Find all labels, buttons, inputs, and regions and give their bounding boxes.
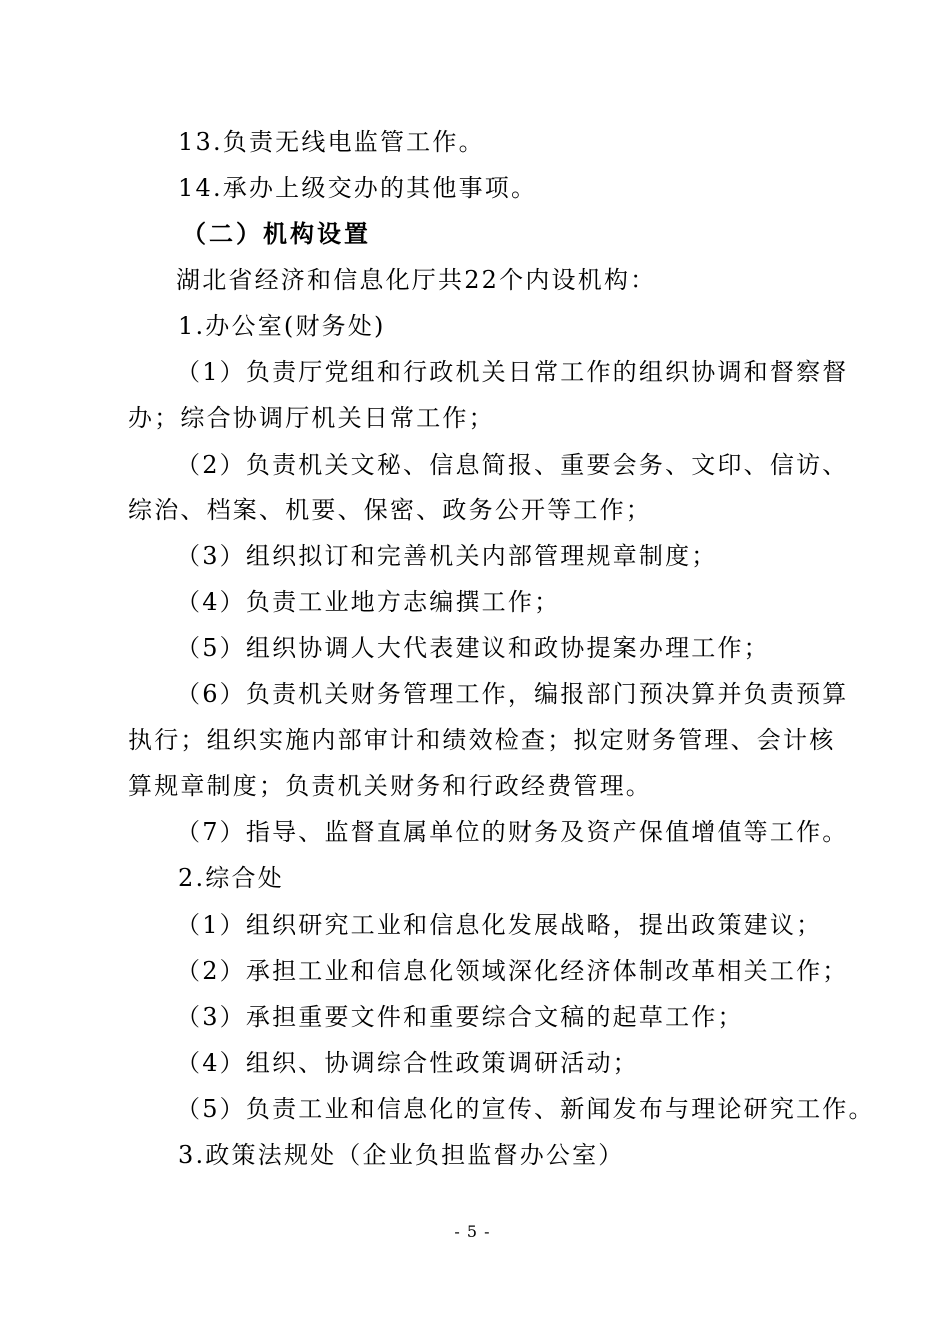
text-line: 综治、档案、机要、保密、政务公开等工作； <box>128 496 652 524</box>
text-line: （3）承担重要文件和重要综合文稿的起草工作； <box>176 1003 744 1031</box>
text-line: （5）组织协调人大代表建议和政协提案办理工作； <box>176 634 770 662</box>
text-line: （5）负责工业和信息化的宣传、新闻发布与理论研究工作。 <box>176 1095 875 1123</box>
subsection-heading: 1.办公室(财务处) <box>178 312 386 340</box>
text-line: （4）负责工业地方志编撰工作； <box>176 588 561 616</box>
text-line: 湖北省经济和信息化厅共22个内设机构： <box>176 266 657 294</box>
text-line: （1）负责厅党组和行政机关日常工作的组织协调和督察督 <box>176 358 849 386</box>
subsection-heading: 3.政策法规处（企业负担监督办公室） <box>178 1141 625 1169</box>
text-line: （2）承担工业和信息化领域深化经济体制改革相关工作； <box>176 957 849 985</box>
text-line: （1）组织研究工业和信息化发展战略，提出政策建议； <box>176 911 823 939</box>
text-line: （3）组织拟订和完善机关内部管理规章制度； <box>176 542 718 570</box>
text-line: 14.承办上级交办的其他事项。 <box>178 174 538 202</box>
text-line: 执行；组织实施内部审计和绩效检查；拟定财务管理、会计核 <box>128 726 836 754</box>
text-line: 13.负责无线电监管工作。 <box>178 128 485 156</box>
text-line: （2）负责机关文秘、信息简报、重要会务、文印、信访、 <box>176 451 849 479</box>
text-line: 算规章制度；负责机关财务和行政经费管理。 <box>128 772 652 800</box>
text-line: （6）负责机关财务管理工作，编报部门预决算并负责预算 <box>176 680 849 708</box>
text-line: （4）组织、协调综合性政策调研活动； <box>176 1049 639 1077</box>
text-line: （7）指导、监督直属单位的财务及资产保值增值等工作。 <box>176 818 849 846</box>
section-heading: （二）机构设置 <box>182 219 371 248</box>
subsection-heading: 2.综合处 <box>178 864 284 892</box>
text-line: 办；综合协调厅机关日常工作； <box>128 404 495 432</box>
page-number: - 5 - <box>454 1222 491 1241</box>
